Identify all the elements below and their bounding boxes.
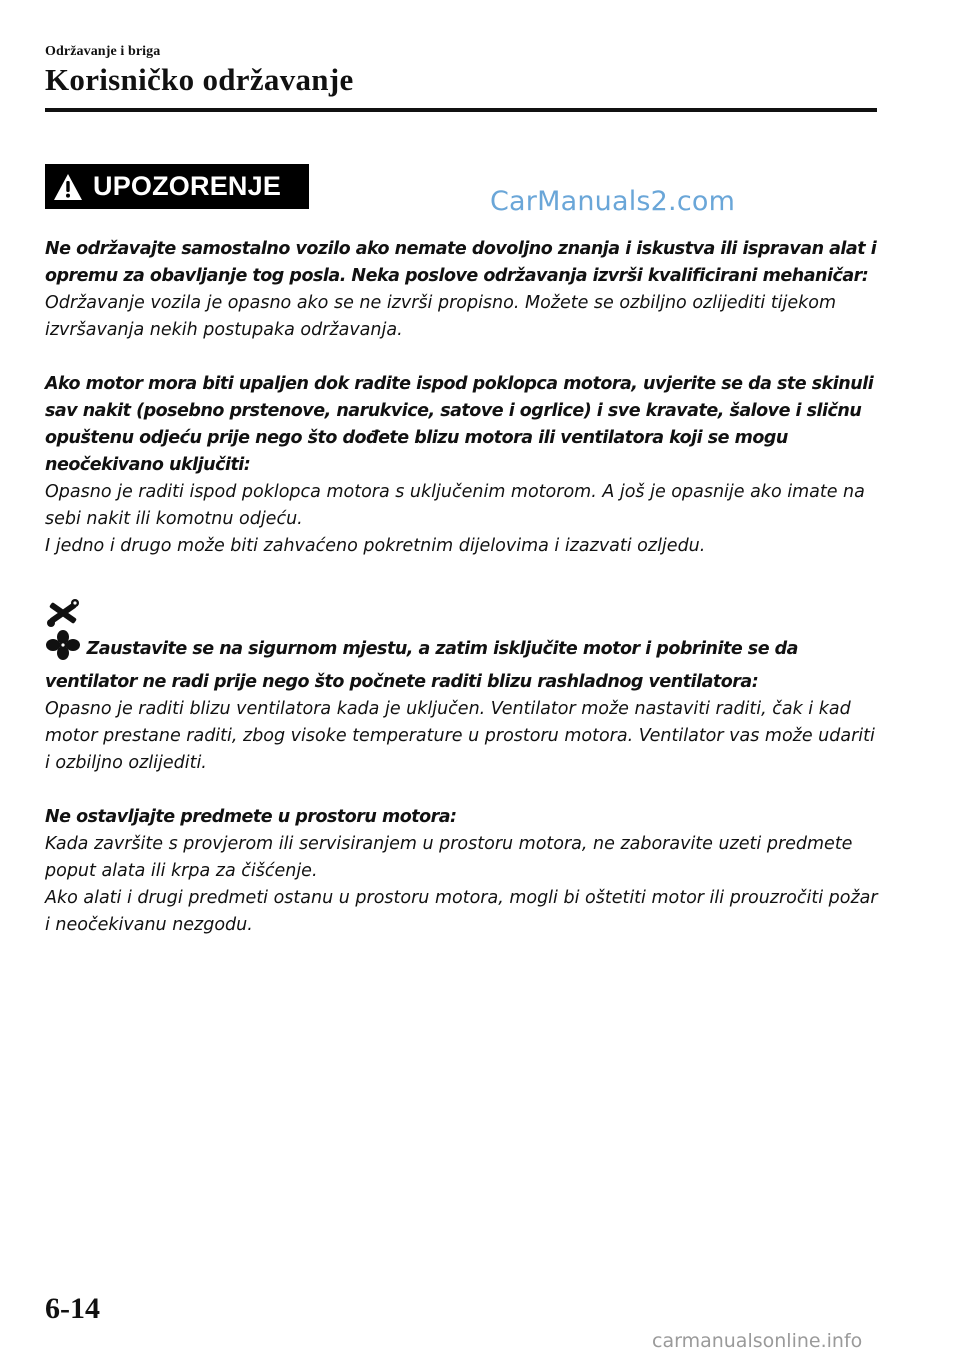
page-title: Korisničko održavanje [45,62,354,97]
warning-content [45,236,885,939]
section-label: Održavanje i briga [45,44,161,59]
footer-watermark: carmanualsonline.info [652,1330,863,1352]
block-2-text-2: I jedno i drugo može biti zahvaćeno pokretnim dijelovima i izazvati ozljedu. [45,536,706,556]
block-3-bold: Zaustavite se na sigurnom mjestu, a zatim isključite motor i pobrinite se da ventilator ne radi prije nego što počnete raditi blizu rashladnog ventilatora: [45,639,798,692]
watermark: CarManuals2.com [490,186,736,217]
page-number: 6-14 [45,1292,100,1325]
block-3-text: Opasno je raditi blizu ventilatora kada je uključen. Ventilator može nastaviti raditi, čak i kad motor prestane raditi, zbog visoke temperature u prostoru motora. Ventilator vas može udariti i ozbiljno ozlijediti. [45,699,875,773]
warning-triangle-icon [53,173,83,201]
tools-icon-line [45,598,885,630]
spacer [45,560,885,600]
title-rule [45,108,877,112]
warning-label: UPOZORENJE [93,171,282,201]
block-4-text-2: Ako alati i drugi predmeti ostanu u prostoru motora, mogli bi oštetiti motor ili prouzročiti požar i neočekivanu nezgodu. [45,888,878,935]
fan-icon [45,630,81,669]
block-1-bold: Ne održavajte samostalno vozilo ako nemate dovoljno znanja i iskustva ili ispravan alat i opremu za obavljanje tog posla. Neka poslove održavanja izvrši kvalificirani mehaničar: [45,239,877,286]
block-2-bold: Ako motor mora biti upaljen dok radite ispod poklopca motora, uvjerite se da ste skinuli sav nakit (posebno prstenove, narukvice, satove i ogrlice) i sve kravate, šalove i sličnu opuštenu odjeću prije nego što dođete blizu motora ili ventilatora koji se mogu neočekivano uključiti: [45,374,874,475]
block-4-bold: Ne ostavljajte predmete u prostoru motora: [45,807,457,827]
spacer [45,344,885,371]
warning-badge [45,164,309,209]
block-1-text: Održavanje vozila je opasno ako se ne izvrši propisno. Možete se ozbiljno ozlijediti tijekom izvršavanja nekih postupaka održavanja. [45,293,837,340]
block-4-text-1: Kada završite s provjerom ili servisiranjem u prostoru motora, ne zaboravite uzeti predmete poput alata ili krpa za čišćenje. [45,834,853,881]
spacer [45,777,885,804]
block-2-text-1: Opasno je raditi ispod poklopca motora s uključenim motorom. A još je opasnije ako imate na sebi nakit ili komotnu odjeću. [45,482,865,529]
block-3-bold-line [45,630,885,696]
